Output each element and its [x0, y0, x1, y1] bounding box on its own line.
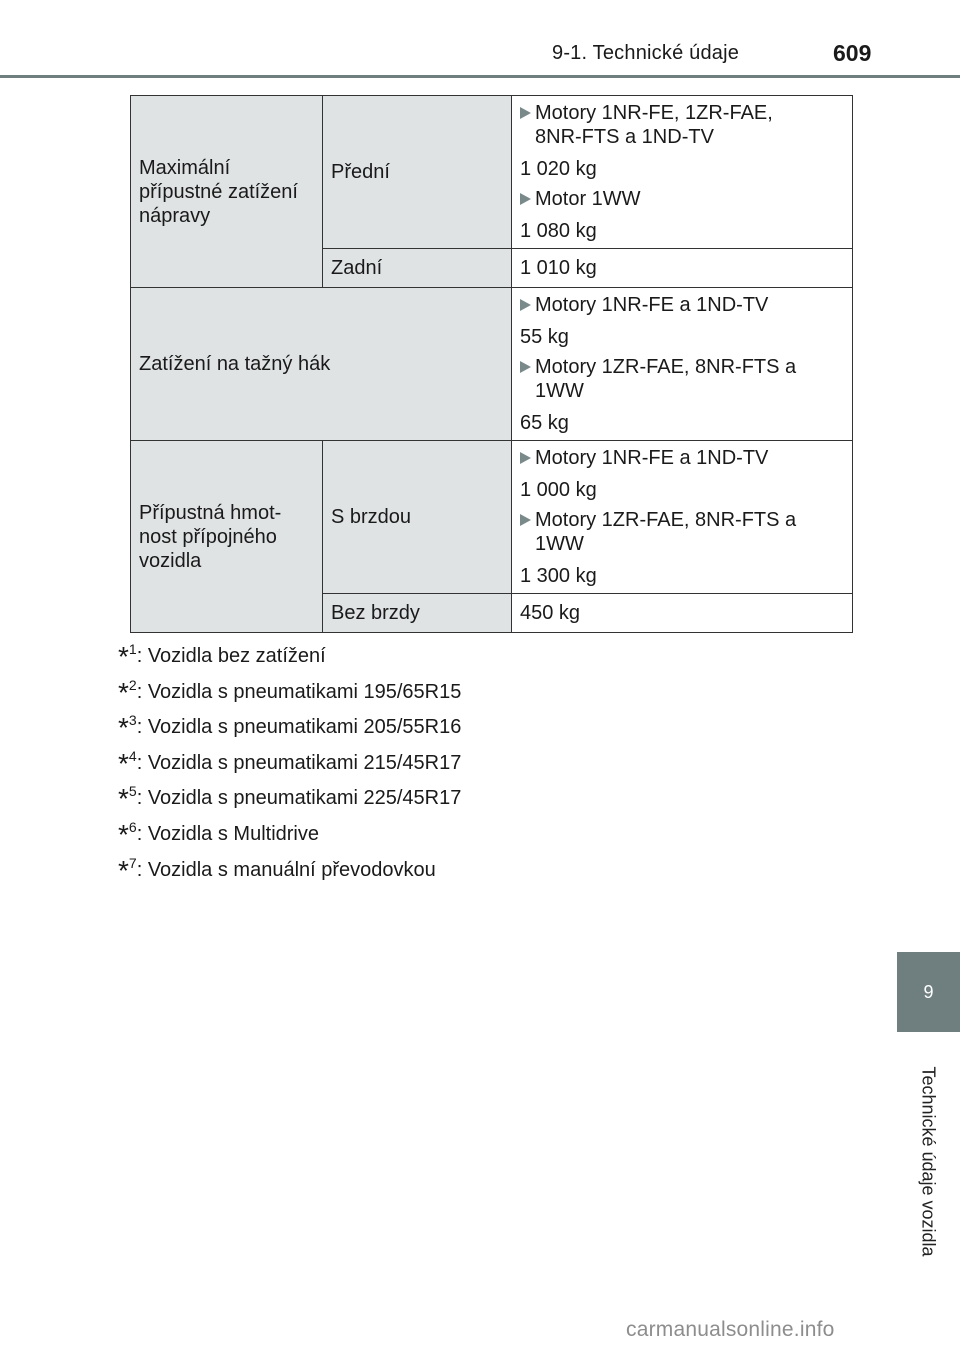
- footnote-star: *: [118, 712, 129, 744]
- footnote-text: : Vozidla bez zatížení: [136, 645, 326, 667]
- rear-value: 1 010 kg: [512, 249, 853, 288]
- table-row: [131, 441, 853, 594]
- list-item: [520, 355, 844, 403]
- list-item: [520, 508, 844, 556]
- footnote-star: *: [118, 676, 129, 708]
- unbraked-label: Bez brzdy: [323, 594, 512, 633]
- footnotes: [118, 642, 461, 891]
- footnote: [118, 820, 461, 856]
- footnote: [118, 749, 461, 785]
- footnote-number: 3: [128, 712, 137, 729]
- footnote: [118, 856, 461, 892]
- load-value: 1 080 kg: [520, 220, 597, 242]
- axle-load-label: Maximální přípustné zatížení nápravy: [139, 156, 298, 227]
- specification-table: [130, 95, 853, 633]
- load-value: 55 kg: [520, 326, 569, 348]
- front-values-cell: [512, 96, 853, 249]
- page-number: 609: [833, 40, 872, 66]
- footnote-number: 7: [128, 854, 137, 871]
- table-row: [131, 96, 853, 249]
- load-value: 65 kg: [520, 412, 569, 434]
- triangle-bullet-icon: [520, 514, 531, 526]
- footnote: [118, 678, 461, 714]
- engine-label: Motor 1WW: [535, 188, 641, 210]
- unbraked-value: 450 kg: [512, 594, 853, 633]
- footnote-star: *: [118, 783, 129, 815]
- rear-label: Zadní: [323, 249, 512, 288]
- engine-label: Motory 1NR-FE a 1ND-TV: [535, 294, 769, 316]
- engine-label: Motory 1NR-FE, 1ZR-FAE, 8NR-FTS a 1ND-TV: [535, 102, 773, 148]
- load-value: 1 000 kg: [520, 479, 597, 501]
- footnote-star: *: [118, 818, 129, 850]
- braked-values-cell: [512, 441, 853, 594]
- list-item: [520, 101, 844, 149]
- header-divider: [0, 75, 960, 78]
- footnote-star: *: [118, 747, 129, 779]
- hitch-values-cell: [512, 288, 853, 441]
- footnote: [118, 784, 461, 820]
- load-value: 1 300 kg: [520, 565, 597, 587]
- list-item: [520, 187, 844, 211]
- table-row: [131, 288, 853, 441]
- section-title: 9-1. Technické údaje: [552, 42, 740, 64]
- chapter-tab[interactable]: [897, 952, 960, 1032]
- triangle-bullet-icon: [520, 193, 531, 205]
- engine-label: Motory 1ZR-FAE, 8NR-FTS a 1WW: [535, 356, 797, 402]
- watermark: carmanualsonline.info: [626, 1318, 835, 1341]
- footnote-number: 4: [128, 747, 137, 764]
- footnote: [118, 713, 461, 749]
- footnote-text: : Vozidla s Multidrive: [136, 822, 319, 845]
- footnote-number: 6: [128, 818, 137, 835]
- footnote-number: 1: [128, 641, 137, 657]
- triangle-bullet-icon: [520, 452, 531, 464]
- footnote-text: : Vozidla s pneumatikami 215/45R17: [136, 751, 462, 774]
- footnote-star: *: [118, 641, 129, 672]
- front-label: Přední: [323, 96, 512, 249]
- footnote-text: : Vozidla s pneumatikami 205/55R16: [136, 716, 462, 739]
- footnote-text: : Vozidla s manuální převodovkou: [136, 858, 436, 881]
- list-item: [520, 293, 844, 317]
- footnote-number: 2: [128, 676, 137, 693]
- footnote-text: : Vozidla s pneumatikami 195/65R15: [136, 680, 462, 703]
- footnote-star: *: [118, 854, 129, 886]
- footnote-number: 5: [128, 783, 137, 800]
- braked-label: S brzdou: [323, 441, 512, 594]
- triangle-bullet-icon: [520, 107, 531, 119]
- trailer-weight-label-cell: [131, 441, 323, 633]
- footnote-text: : Vozidla s pneumatikami 225/45R17: [136, 787, 462, 810]
- triangle-bullet-icon: [520, 361, 531, 373]
- axle-load-label-cell: [131, 96, 323, 288]
- chapter-label: Technické údaje vozidla: [919, 1065, 939, 1257]
- chapter-number: 9: [923, 981, 934, 1002]
- engine-label: Motory 1NR-FE a 1ND-TV: [535, 447, 769, 469]
- hitch-load-label: Zatížení na tažný hák: [131, 288, 512, 441]
- chapter-label-container: [897, 1032, 960, 1290]
- footnote: [118, 642, 461, 678]
- engine-label: Motory 1ZR-FAE, 8NR-FTS a 1WW: [535, 509, 797, 555]
- triangle-bullet-icon: [520, 299, 531, 311]
- load-value: 1 020 kg: [520, 158, 597, 180]
- list-item: [520, 446, 844, 470]
- trailer-weight-label: Přípustná hmot-nost přípojného vozidla: [139, 501, 282, 572]
